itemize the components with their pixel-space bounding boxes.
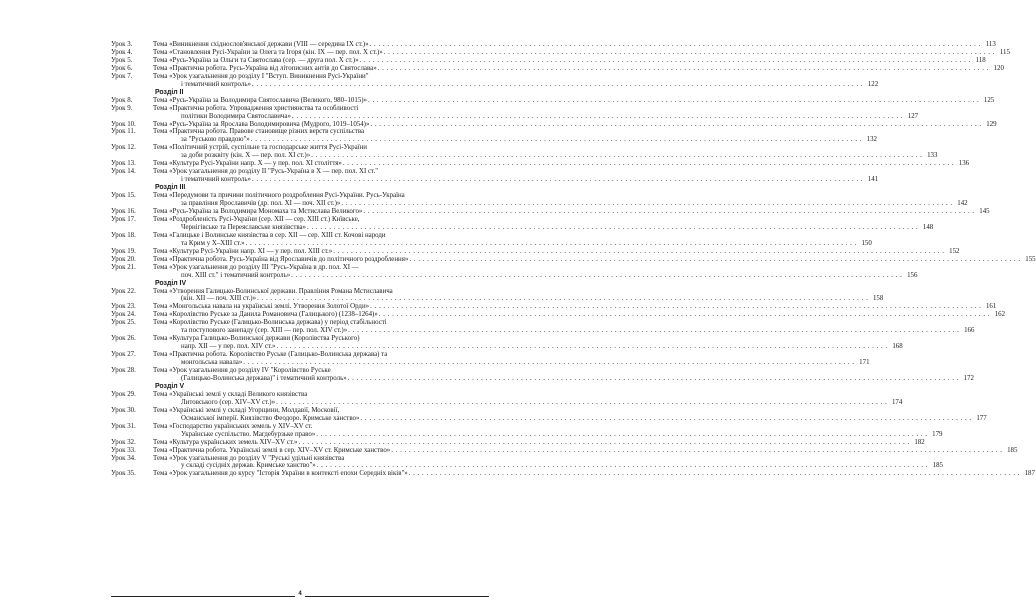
topic-text: за "Руською правдою"» [181,136,250,144]
dot-leader [363,208,974,216]
dot-leader [370,303,981,311]
dot-leader [311,152,922,160]
lesson-number: Урок 7. [111,72,133,80]
page-ref: 156 [907,271,918,279]
topic-text: Тема «Утворення Галицько-Волинської держави. Правління Романа Мстиславича [153,287,393,295]
topic-text: Тема «Українські землі у складі Угорщини, Молдавії, Московії, [153,406,340,414]
toc-entry [111,454,943,471]
page-ref: 158 [872,295,884,303]
topic-text: Тема «Культура Русі-України напр. X — у пер. пол. XI століття» [153,160,342,168]
dot-leader [409,256,1020,264]
topic-text: Тема «Практична робота. Русь-Україна від Ярославичів до політичного роздроблення» [153,255,409,263]
page-ref: 161 [985,303,997,311]
page-ref: 174 [891,398,903,406]
dot-leader [276,343,887,351]
toc-entry [111,120,997,129]
page-ref: 150 [861,239,872,247]
lesson-number: Урок 8. [111,96,133,104]
page-ref: 185 [932,462,943,470]
dot-leader [316,431,927,439]
topic-text: Тема «Роздробленість Русі-України (сер. XII — сер. XIII ст.) Київське, [153,215,360,223]
topic-text: Тема «Галицьке і Волинське князівства в сер. XII — сер. XIII ст. Кочові народи [153,231,386,239]
lesson-number: Урок 25. [111,319,136,327]
topic-text: Тема «Монгольська навала на українські землі. Утворення Золотої Орди» [153,303,370,311]
dot-leader [360,57,971,65]
page-ref: 187 [1024,470,1035,478]
topic-text: Тема «Передумови та причини політичного роздроблення Русі-України. Русь-Україна [153,192,405,200]
lesson-number: Урок 29. [111,390,136,398]
toc-entry [111,192,968,208]
toc-entry [111,128,877,144]
dot-leader [276,399,887,407]
page-ref: 185 [1007,446,1018,454]
toc-entry [111,215,934,232]
dot-leader [307,224,918,232]
dot-leader [243,359,854,367]
topic-text: Тема «Виникнення східнослов'янської держави (VIII — середина IX ст.)» [153,41,369,48]
page-ref: 125 [983,96,995,104]
dot-leader [246,240,857,248]
lesson-number: Урок 27. [111,351,136,359]
lesson-number: Урок 16. [111,207,136,215]
lesson-number: Урок 34. [111,454,136,462]
toc-entry [111,41,996,49]
topic-text: (кін. XII — поч. XIII ст.)» [181,295,257,303]
topic-text: Тема «Королівство Руське (Галицько-Волинська держава) у період стабільності [153,319,387,327]
topic-text: Тема «Урок узагальнення до розділу ІІІ "Русь-Україна в др. пол. XI — [153,263,359,271]
toc-entry [111,422,943,439]
page-ref: 155 [1025,255,1036,263]
topic-text: Тема «Русь-Україна за Володимира Мономаха та Мстислава Великого» [153,207,363,215]
topic-text: поч. XIII ст." і тематичний контроль» [181,271,291,279]
page-ref: 115 [999,48,1010,56]
page-ref: 129 [986,120,997,128]
page-ref: 152 [949,247,960,255]
dot-leader [370,41,981,49]
lesson-number: Урок 10. [111,120,136,128]
lesson-number: Урок 4. [111,48,133,56]
dot-leader [348,375,959,383]
lesson-number: Урок 24. [111,311,136,319]
footer-rule-right [305,596,489,597]
lesson-number: Урок 5. [111,56,133,64]
lesson-number: Урок 20. [111,255,136,263]
toc-entry [111,406,987,423]
toc-entry [111,255,1036,264]
page-ref: 179 [932,430,943,438]
topic-text: Тема «Господарство українських земель у XIV–XV ст. [153,422,313,430]
topic-text: Тема «Становлення Русі-України за Олега та Ігоря (кін. IX — пер. пол. X ст.)» [153,48,383,56]
lesson-number: Урок 21. [111,263,136,271]
page-ref: 182 [914,438,925,446]
page-ref: 133 [927,152,938,160]
dot-leader [391,447,1002,455]
toc-entry [111,96,995,105]
dot-leader [252,176,863,184]
topic-text: за правління Ярославичів (др. пол. XI — поч. XII ст.)» [181,200,341,208]
topic-text: Тема «Урок узагальнення до розділу І "Вступ. Виникнення Русі-України" [153,72,369,80]
topic-text: Тема «Урок узагальнення до розділу IV "Королівство Руське [153,367,331,375]
lesson-number: Урок 15. [111,192,136,200]
topic-text: Тема «Політичний устрій, суспільне та господарське життя Русі-України [153,144,367,152]
topic-text: та Крим у X–XIII ст.» [181,239,245,247]
dot-leader [343,160,954,168]
toc-entry [111,263,918,280]
dot-leader [291,272,902,280]
toc-entry [111,144,938,160]
topic-text: Українське суспільство. Магдебурзьке право» [181,430,316,438]
toc-entry [111,390,903,407]
toc-entry [111,104,919,121]
topic-text: Тема «Русь-Україна за Володимира Святославича (Великого, 980–1015)» [153,96,368,104]
topic-text: Тема «Культура Галицько-Волинської держави (Королівства Руського) [153,335,360,343]
page-ref: 132 [866,136,877,144]
lesson-number: Урок 18. [111,231,136,239]
lesson-number: Урок 30. [111,406,136,414]
page-ref: 136 [958,160,970,168]
lesson-number: Урок 12. [111,144,136,152]
dot-leader [379,311,990,319]
topic-text: за доби розквіту (кін. X — пер. пол. XI ст.)» [181,152,311,160]
page-ref: 168 [892,343,903,351]
topic-text: Тема «Практична робота. Русь-Україна від літописних антів до Святослава» [153,64,377,72]
footer-rule-left [111,596,295,597]
lesson-number: Урок 22. [111,287,136,295]
topic-text: Литовського (сер. XIV–XV ст.)» [181,398,276,406]
page-ref: 171 [859,359,870,367]
lesson-number: Урок 33. [111,446,136,454]
topic-text: політики Володимира Святославича» [181,112,291,120]
topic-text: у складі сусідніх держав. Кримське ханство"» [181,462,316,470]
topic-text: Тема «Урок узагальнення до розділу ІІ "Русь-Україна в X — пер. пол. XI ст." [153,168,379,176]
dot-leader [378,65,989,73]
toc-entry [111,207,990,216]
page-ref: 172 [963,374,974,382]
dot-leader [251,136,862,144]
lesson-number: Урок 6. [111,64,133,72]
section-heading: Розділ V [155,382,185,390]
toc-entry [111,287,884,304]
lesson-number: Урок 31. [111,422,136,430]
lesson-number: Урок 26. [111,335,136,343]
page-ref: 145 [979,207,990,215]
dot-leader [348,327,959,335]
dot-leader [360,415,971,423]
toc-entry [111,168,879,184]
lesson-number: Урок 3. [111,41,133,48]
dot-leader [409,470,1020,478]
topic-text: і тематичний контроль» [181,176,251,184]
topic-text: Тема «Практична робота. Упровадження християнства та особливості [153,104,359,112]
page-ref: 177 [976,414,987,422]
dot-leader [370,121,981,129]
page-ref: 162 [994,311,1006,319]
lesson-number: Урок 28. [111,367,136,375]
page-ref: 113 [985,41,996,48]
topic-text: Тема «Королівство Руське за Данила Романовича (Галицького) (1238–1264)» [153,311,378,319]
page-ref: 148 [922,223,934,231]
topic-text: Тема «Практична робота. Королівство Руське (Галицько-Волинська держава) та [153,351,388,359]
lesson-number: Урок 17. [111,215,136,223]
dot-leader [298,439,909,447]
lesson-number: Урок 35. [111,470,136,478]
toc-entry [111,231,872,248]
lesson-number: Урок 14. [111,168,136,176]
dot-leader [368,97,979,105]
page-ref: 166 [964,327,975,335]
topic-text: напр. XII — у пер. пол. XIV ст.» [181,343,276,351]
page-ref: 120 [993,64,1004,72]
lesson-number: Урок 9. [111,104,133,112]
section-heading: Розділ ІІ [155,88,184,96]
section-heading: Розділ ІІІ [155,184,186,192]
page-ref: 142 [957,200,968,208]
topic-text: Чернігівське та Переяславське князівства» [181,223,306,231]
toc-entry [111,56,986,65]
dot-leader [257,295,868,303]
section-heading: Розділ IV [155,279,187,287]
toc-entry [111,48,1010,57]
topic-text: Тема «Українські землі у складі Великого князівства [153,390,308,398]
topic-text: Тема «Урок узагальнення до розділу V "Руські удільні князівства [153,454,345,462]
lesson-number: Урок 32. [111,438,136,446]
topic-text: та поступового занепаду (сер. XIII — пер. пол. XIV ст.)» [181,327,348,335]
dot-leader [333,248,944,256]
topic-text: Тема «Русь-Україна за Ольги та Святослава (сер. — друга пол. X ст.)» [153,56,359,64]
topic-text: Тема «Культура Русі-України напр. XI — у пер. пол. XIII ст.» [153,247,333,255]
page-ref: 122 [867,80,879,88]
toc-entry [111,367,974,383]
topic-text: Османської імперії. Князівство Феодоро. Кримське ханство» [181,414,360,422]
dot-leader [384,49,995,57]
lesson-number: Урок 11. [111,128,136,136]
topic-text: (Галицько-Волинська держава)" і тематичний контроль» [181,374,347,382]
topic-text: і тематичний контроль» [181,80,251,88]
topic-text: Тема «Русь-Україна за Ярослава Володимировича (Мудрого, 1019–1054)» [153,120,370,128]
dot-leader [317,462,928,470]
page-ref: 141 [867,176,879,184]
topic-text: Тема «Практична робота. Українські землі в сер. XIV–XV ст. Кримське ханство» [153,446,391,454]
dot-leader [252,81,863,89]
toc-entry [111,160,970,168]
toc-entry [111,311,1006,319]
topic-text: Тема «Практична робота. Правове становище різних верств суспільства [153,128,365,136]
dot-leader [341,200,952,208]
toc-entry [111,335,903,351]
lesson-number: Урок 23. [111,303,136,311]
toc-entry [111,72,879,89]
lesson-number: Урок 19. [111,247,136,255]
toc-entry [111,319,975,335]
topic-text: Тема «Культура українських земель XIV–XV ст.» [153,438,298,446]
toc-entry [111,438,925,447]
page-ref: 127 [907,112,919,120]
toc-entry [111,351,870,367]
page-ref: 118 [975,56,986,64]
lesson-number: Урок 13. [111,160,136,168]
table-of-contents [111,41,1036,478]
toc-entry [111,446,1018,455]
toc-entry [111,64,1004,73]
topic-text: монгольська навала» [181,359,243,367]
page-number: 4 [298,591,302,597]
toc-entry [111,470,1035,478]
dot-leader [292,113,903,121]
toc-entry [111,303,997,311]
topic-text: Тема «Урок узагальнення до курсу "Історія України в контексті епохи Середніх віків"» [153,470,408,478]
toc-entry [111,247,960,256]
